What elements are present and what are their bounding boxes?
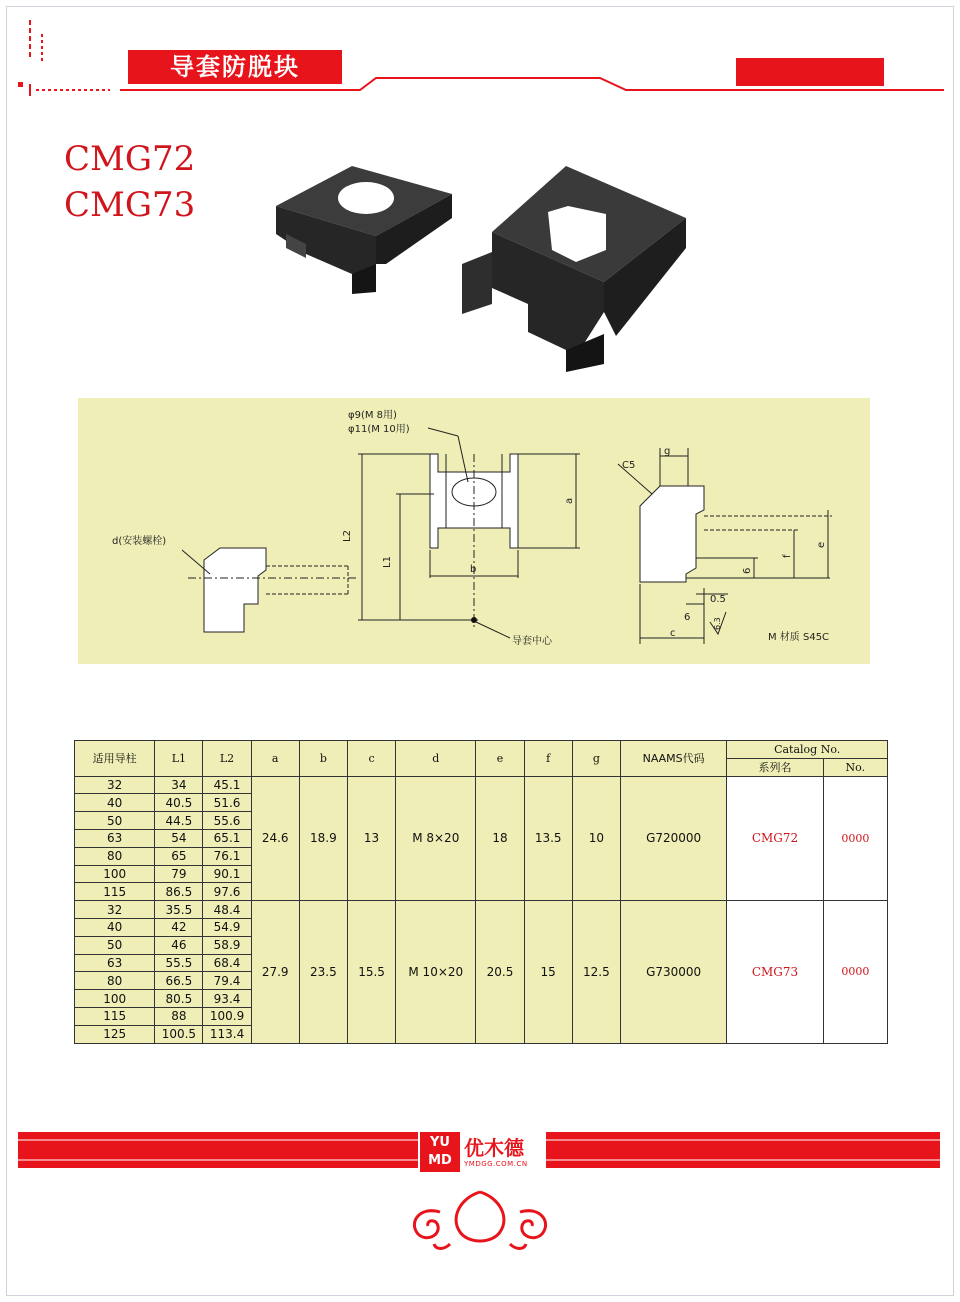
- cell-post: 63: [75, 954, 155, 972]
- guide-center-label: 导套中心: [512, 636, 552, 647]
- cell-L2: 76.1: [203, 847, 251, 865]
- dim-L2: L2: [342, 530, 353, 542]
- cell-L2: 113.4: [203, 1025, 251, 1043]
- cell-no: 0000: [823, 901, 887, 1043]
- cell-post: 32: [75, 776, 155, 794]
- cell-L1: 34: [155, 776, 203, 794]
- large-block-image: [462, 166, 686, 372]
- cell-post: 50: [75, 812, 155, 830]
- cell-a: 24.6: [251, 776, 299, 901]
- cell-b: 23.5: [299, 901, 347, 1043]
- th-no: No.: [823, 758, 887, 776]
- cell-L2: 55.6: [203, 812, 251, 830]
- brand-logo: [420, 1132, 460, 1172]
- cell-L1: 35.5: [155, 901, 203, 919]
- table-row: [75, 776, 888, 794]
- cell-e: 20.5: [476, 901, 524, 1043]
- cell-post: 125: [75, 1025, 155, 1043]
- cell-e: 18: [476, 776, 524, 901]
- spec-table-body: [75, 776, 888, 1043]
- cell-c: 13: [347, 776, 395, 901]
- brand-name: 优木德: [464, 1136, 524, 1160]
- material-label: M 材质 S45C: [768, 632, 830, 643]
- cell-post: 115: [75, 883, 155, 901]
- cell-L1: 80.5: [155, 990, 203, 1008]
- dim-L1: L1: [382, 556, 393, 568]
- brand-url: YMDGG.COM.CN: [464, 1160, 528, 1168]
- hole-label-m8: φ9(M 8用): [348, 410, 397, 421]
- th-a: a: [251, 741, 299, 777]
- cell-post: 63: [75, 829, 155, 847]
- hole-label-m10: φ11(M 10用): [348, 424, 410, 435]
- dim-six-horizontal: 6: [684, 612, 691, 623]
- cell-post: 100: [75, 865, 155, 883]
- cell-L2: 54.9: [203, 918, 251, 936]
- bolt-label: d(安装螺栓): [112, 536, 167, 547]
- cell-d: M 8×20: [396, 776, 476, 901]
- dim-e: e: [816, 541, 827, 548]
- technical-drawing: [78, 398, 870, 664]
- cell-d: M 10×20: [396, 901, 476, 1043]
- model-name-1: CMG72: [64, 139, 196, 179]
- th-b: b: [299, 741, 347, 777]
- cell-naams: G730000: [620, 901, 726, 1043]
- cell-L2: 68.4: [203, 954, 251, 972]
- th-d: d: [396, 741, 476, 777]
- dim-six-vertical: 6: [742, 567, 753, 574]
- cell-L2: 100.9: [203, 1007, 251, 1025]
- cell-L1: 42: [155, 918, 203, 936]
- cell-post: 32: [75, 901, 155, 919]
- cell-L2: 58.9: [203, 936, 251, 954]
- cell-post: 115: [75, 1007, 155, 1025]
- dim-half: 0.5: [710, 594, 726, 605]
- cell-L1: 40.5: [155, 794, 203, 812]
- cell-L2: 79.4: [203, 972, 251, 990]
- th-g: g: [572, 741, 620, 777]
- th-e: e: [476, 741, 524, 777]
- dim-f: f: [782, 554, 793, 558]
- cell-L1: 55.5: [155, 954, 203, 972]
- th-L2: L2: [203, 741, 251, 777]
- logo-bottom-text: MD: [428, 1153, 452, 1168]
- cell-series: CMG72: [727, 776, 823, 901]
- th-guide-post: 适用导柱: [75, 741, 155, 777]
- cell-b: 18.9: [299, 776, 347, 901]
- cell-no: 0000: [823, 776, 887, 901]
- cell-f: 15: [524, 901, 572, 1043]
- spec-table: [74, 740, 888, 1044]
- cell-post: 100: [75, 990, 155, 1008]
- dim-C5: C5: [622, 460, 636, 471]
- cell-post: 40: [75, 918, 155, 936]
- cell-L1: 100.5: [155, 1025, 203, 1043]
- cell-L1: 46: [155, 936, 203, 954]
- model-names: [64, 136, 195, 228]
- cell-L1: 66.5: [155, 972, 203, 990]
- cell-L2: 97.6: [203, 883, 251, 901]
- cell-a: 27.9: [251, 901, 299, 1043]
- cell-L2: 90.1: [203, 865, 251, 883]
- th-catalog: Catalog No.: [727, 741, 888, 759]
- cell-g: 12.5: [572, 901, 620, 1043]
- page-title: 导套防脱块: [128, 50, 342, 84]
- cell-naams: G720000: [620, 776, 726, 901]
- small-block-image: [276, 166, 452, 294]
- th-series: 系列名: [727, 758, 823, 776]
- cell-L1: 54: [155, 829, 203, 847]
- logo-top-text: YU: [430, 1135, 450, 1150]
- th-f: f: [524, 741, 572, 777]
- header-red-block: [736, 58, 884, 86]
- cell-post: 40: [75, 794, 155, 812]
- table-row: [75, 901, 888, 919]
- dim-c: c: [670, 628, 676, 639]
- cell-L1: 88: [155, 1007, 203, 1025]
- cell-L1: 86.5: [155, 883, 203, 901]
- cell-L1: 65: [155, 847, 203, 865]
- cell-f: 13.5: [524, 776, 572, 901]
- cell-post: 50: [75, 936, 155, 954]
- th-c: c: [347, 741, 395, 777]
- cell-L1: 44.5: [155, 812, 203, 830]
- dim-g: g: [664, 446, 671, 457]
- model-name-2: CMG73: [64, 185, 196, 225]
- cell-post: 80: [75, 847, 155, 865]
- cell-series: CMG73: [727, 901, 823, 1043]
- product-photo: [266, 154, 696, 376]
- cloud-ornament-icon: [400, 1188, 560, 1254]
- dim-b: b: [470, 564, 477, 575]
- cell-L2: 65.1: [203, 829, 251, 847]
- cell-L2: 51.6: [203, 794, 251, 812]
- dim-a: a: [564, 497, 575, 504]
- cell-c: 15.5: [347, 901, 395, 1043]
- cell-L2: 93.4: [203, 990, 251, 1008]
- cell-g: 10: [572, 776, 620, 901]
- cell-L2: 48.4: [203, 901, 251, 919]
- th-naams: NAAMS代码: [620, 741, 726, 777]
- cell-L2: 45.1: [203, 776, 251, 794]
- cell-post: 80: [75, 972, 155, 990]
- th-L1: L1: [155, 741, 203, 777]
- cell-L1: 79: [155, 865, 203, 883]
- roughness-label: 6.3: [713, 617, 722, 630]
